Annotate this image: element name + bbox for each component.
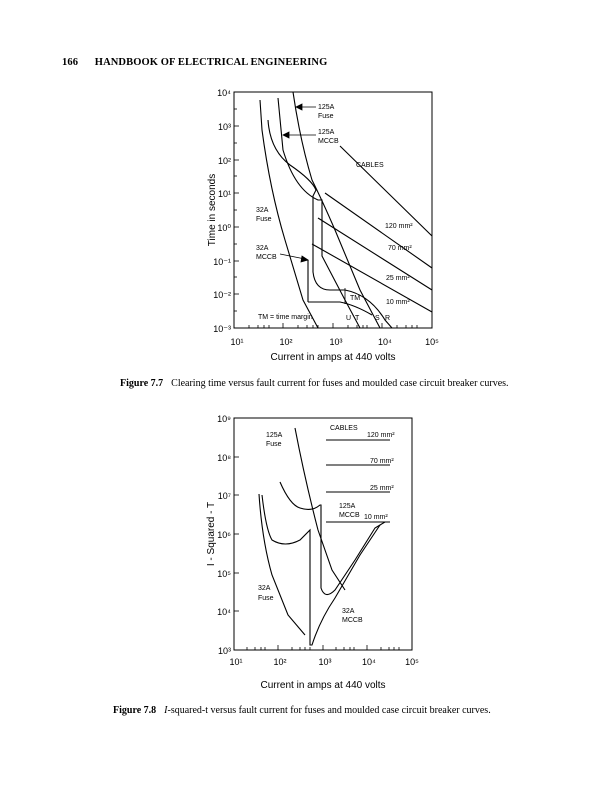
x-tick-label: 10² xyxy=(273,657,287,667)
label-tm: TM xyxy=(350,295,361,302)
book-title: HANDBOOK OF ELECTRICAL ENGINEERING xyxy=(94,57,328,68)
y-tick-label: 10⁻¹ xyxy=(213,257,231,267)
caption-label: Figure 7.8 xyxy=(113,705,157,716)
y-ticks-fig2 xyxy=(234,418,239,650)
caption-label: Figure 7.7 xyxy=(120,378,164,389)
label-32a-mccb-1: 32A xyxy=(342,608,355,615)
x-tick-label: 10³ xyxy=(318,657,332,667)
x-axis-label-fig1: Current in amps at 440 volts xyxy=(270,352,396,363)
label-32a-mccb-2: MCCB xyxy=(256,254,277,261)
y-tick-label: 10⁸ xyxy=(217,453,231,463)
y-tick-labels-fig2 xyxy=(217,414,231,656)
label-125a-mccb-1: 125A xyxy=(318,129,335,136)
label-cable-120: 120 mm² xyxy=(367,432,395,439)
y-axis-label-fig2: I - Squared - T xyxy=(206,501,217,567)
label-125a-mccb-1: 125A xyxy=(339,503,356,510)
label-125a-fuse-2: Fuse xyxy=(318,113,334,120)
y-tick-label: 10⁻³ xyxy=(213,324,231,334)
y-ticks-fig1 xyxy=(234,92,239,328)
x-tick-label: 10¹ xyxy=(229,657,243,667)
label-125a-mccb-2: MCCB xyxy=(318,138,339,145)
label-cables: CABLES xyxy=(356,162,384,169)
x-ticks-fig2 xyxy=(234,645,412,650)
y-tick-label: 10⁰ xyxy=(217,223,231,233)
label-cable-70: 70 mm² xyxy=(388,245,412,252)
curve-125a-fuse xyxy=(293,92,380,328)
label-tm-note: TM = time margin xyxy=(258,314,313,321)
x-tick-label: 10³ xyxy=(329,337,343,347)
y-tick-label: 10¹ xyxy=(217,189,231,199)
x-tick-label: 10⁵ xyxy=(425,337,439,347)
label-cable-70: 70 mm² xyxy=(370,458,394,465)
y-tick-label: 10⁹ xyxy=(217,414,231,424)
label-125a-mccb-2: MCCB xyxy=(339,512,360,519)
curve-32a-mccb xyxy=(268,120,392,328)
curve-labels-fig1 xyxy=(256,104,413,322)
label-32a-fuse-1: 32A xyxy=(258,585,271,592)
y-axis-label-fig1: Time in seconds xyxy=(207,173,218,247)
curve-32a-fuse xyxy=(259,494,305,635)
label-cable-25: 25 mm² xyxy=(370,485,394,492)
label-125a-fuse-2: Fuse xyxy=(266,441,282,448)
label-u: U xyxy=(346,315,352,322)
mccb-instant xyxy=(308,302,372,315)
y-tick-label: 10⁻² xyxy=(213,290,231,300)
caption-text: -squared-t versus fault current for fuses and moulded case circuit breaker curves. xyxy=(167,705,491,716)
y-tick-label: 10⁴ xyxy=(217,88,231,98)
label-32a-fuse-2: Fuse xyxy=(256,216,272,223)
caption-italic-i: I xyxy=(164,705,168,716)
y-tick-label: 10³ xyxy=(217,122,231,132)
y-tick-label: 10² xyxy=(217,156,231,166)
x-tick-label: 10¹ xyxy=(230,337,244,347)
x-ticks-fig1 xyxy=(234,323,432,328)
caption-fig-7-8 xyxy=(113,705,491,716)
label-cable-25: 25 mm² xyxy=(386,275,410,282)
curves-fig1 xyxy=(260,92,432,328)
label-s: S xyxy=(375,315,380,322)
y-tick-label: 10³ xyxy=(217,646,231,656)
curve-125a-mccb xyxy=(280,482,385,595)
label-r: R xyxy=(385,315,391,322)
label-125a-fuse-1: 125A xyxy=(318,104,335,111)
y-tick-label: 10⁴ xyxy=(217,607,231,617)
label-cables: CABLES xyxy=(330,425,358,432)
x-tick-label: 10⁵ xyxy=(405,657,419,667)
plot-frame-fig2 xyxy=(234,418,412,650)
label-cable-10: 10 mm² xyxy=(364,514,388,521)
y-tick-label: 10⁷ xyxy=(217,491,231,501)
label-cable-10: 10 mm² xyxy=(386,299,410,306)
label-32a-mccb-2: MCCB xyxy=(342,617,363,624)
page-number: 166 xyxy=(62,57,79,68)
x-tick-labels-fig2 xyxy=(229,657,419,667)
label-125a-fuse-1: 125A xyxy=(266,432,283,439)
y-tick-label: 10⁵ xyxy=(217,569,231,579)
x-tick-labels-fig1 xyxy=(230,337,439,347)
y-tick-label: 10⁶ xyxy=(217,530,231,540)
figure-7-8 xyxy=(0,400,615,720)
x-tick-label: 10⁴ xyxy=(378,337,392,347)
label-cable-120: 120 mm² xyxy=(385,223,413,230)
label-32a-fuse-1: 32A xyxy=(256,207,269,214)
x-tick-label: 10² xyxy=(279,337,293,347)
label-32a-mccb-1: 32A xyxy=(256,245,269,252)
caption-fig-7-7 xyxy=(120,378,509,389)
x-tick-label: 10⁴ xyxy=(362,657,376,667)
label-32a-fuse-2: Fuse xyxy=(258,595,274,602)
label-t: T xyxy=(355,315,360,322)
caption-text: Clearing time versus fault current for fuses and moulded case circuit breaker curves. xyxy=(171,378,509,389)
x-axis-label-fig2: Current in amps at 440 volts xyxy=(260,680,386,691)
